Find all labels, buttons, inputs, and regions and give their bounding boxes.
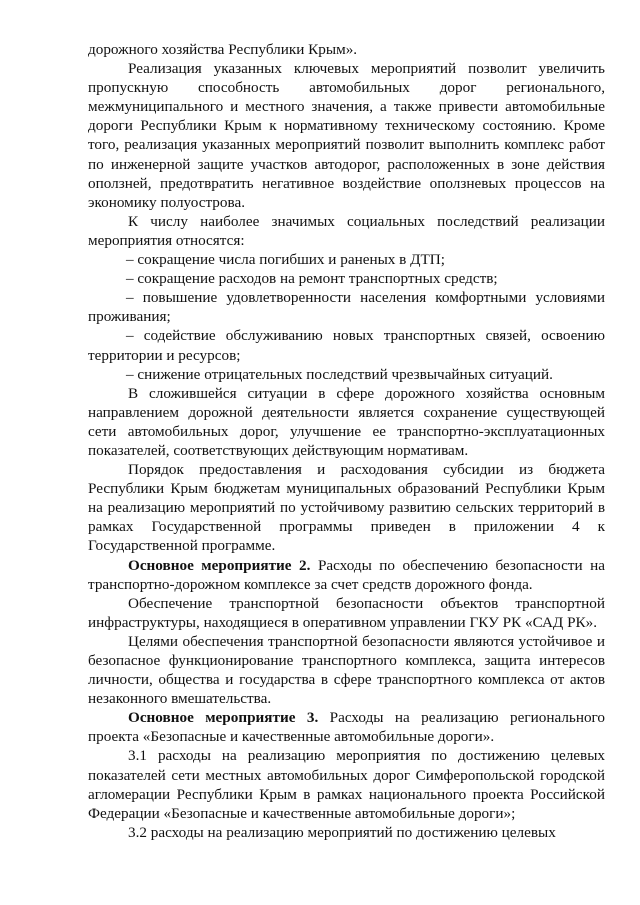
activity-description: Расходы на реализацию регионального проекта «Безопасные и качественные автомобильные дороги». (88, 709, 605, 746)
paragraph-implementation: Реализация указанных ключевых мероприятий позволит увеличить пропускную способность автомобильных дорог регионального, межмуниципального и местного значения, а также привести автомобильные дороги Республики Крым к нормативному техническому состоянию. Кроме того, реализация указанных мероприятий позволит выполнить комплекс работ по инженерной защите участков автодорог, расположенных в зоне действия оползней, предотвратить негативное воздействие оползневых процессов на экономику полуострова. (88, 60, 605, 211)
paragraph-main-activity-2 (88, 556, 605, 594)
paragraph-transport-security: Обеспечение транспортной безопасности объектов транспортной инфраструктуры, находящиеся в оперативном управлении ГКУ РК «САД РК». (88, 594, 605, 631)
list-item: – повышение удовлетворенности населения комфортными условиями проживания; (88, 289, 605, 326)
paragraph-social-effects: К числу наиболее значимых социальных последствий реализации мероприятия относятся: (88, 212, 605, 249)
paragraph-item-3-1: 3.1 расходы на реализацию мероприятия по достижению целевых показателей сети местных автомобильных дорог Симферопольской городской агломерации Республики Крым в рамках национального проекта Российской Федерации «Безопасные и качественные автомобильные дороги»; (88, 747, 605, 822)
paragraph-main-activity-3 (88, 708, 605, 746)
activity-description: Расходы по обеспечению безопасности на транспортно-дорожном комплексе за счет средств дорожного фонда. (88, 556, 605, 593)
paragraph-continuation: дорожного хозяйства Республики Крым». (88, 41, 358, 58)
list-item: – сокращение расходов на ремонт транспортных средств; (126, 270, 498, 288)
activity-heading: Основное мероприятие 3. (128, 709, 319, 727)
list-item: – содействие обслуживанию новых транспортных связей, освоению территории и ресурсов; (88, 327, 605, 364)
paragraph-current-situation: В сложившейся ситуации в сфере дорожного хозяйства основным направлением дорожной деятельности является сохранение существующей сети автомобильных дорог, улучшение ее транспортно-эксплуатационных показателей, соответствующих действующим нормативам. (88, 384, 605, 459)
paragraph-item-3-2: 3.2 расходы на реализацию мероприятий по достижению целевых (128, 823, 556, 841)
list-item: – сокращение числа погибших и раненых в ДТП; (126, 251, 445, 269)
paragraph-security-goals: Целями обеспечения транспортной безопасности являются устойчивое и безопасное функционирование транспортного комплекса, защита интересов личности, общества и государства в сфере транспортного комплекса от актов незаконного вмешательства. (88, 632, 605, 708)
paragraph-subsidy-procedure: Порядок предоставления и расходования субсидии из бюджета Республики Крым бюджетам муниципальных образований Республики Крым на реализацию мероприятий по устойчивому развитию сельских территорий в рамках Государственной программы приведен в приложении 4 к Государственной программе. (88, 461, 605, 555)
list-item: – снижение отрицательных последствий чрезвычайных ситуаций. (126, 365, 553, 383)
document-page (88, 40, 605, 842)
activity-heading: Основное мероприятие 2. (128, 556, 311, 574)
